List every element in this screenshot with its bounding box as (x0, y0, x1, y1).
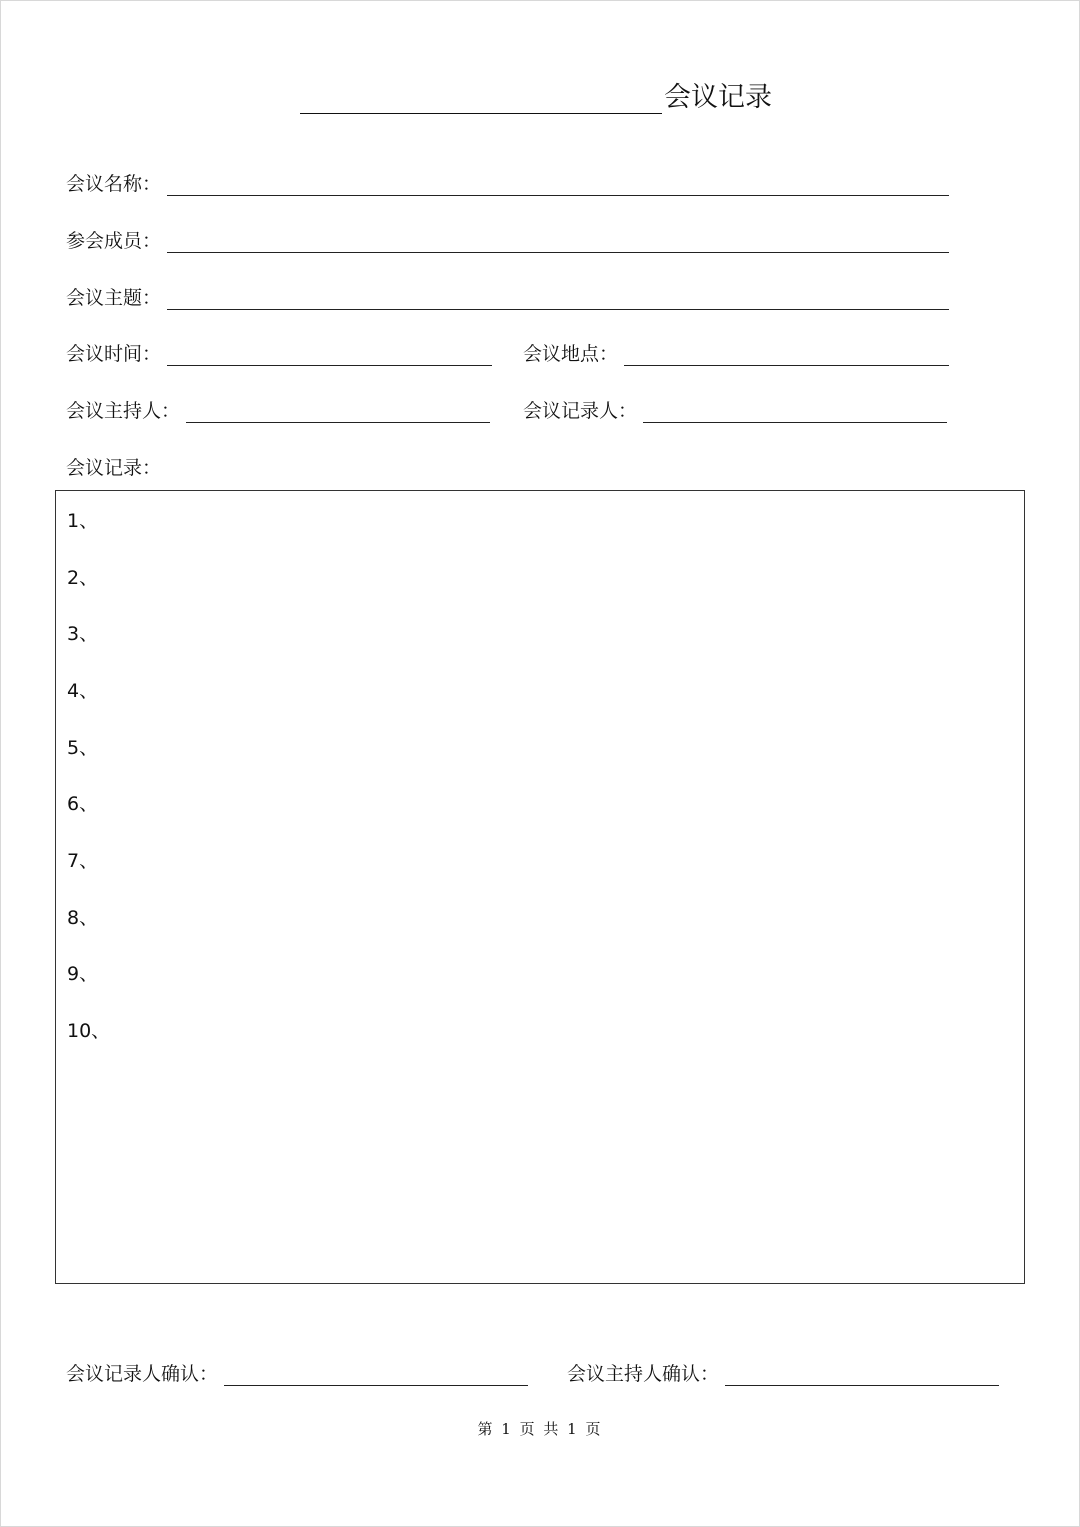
field-attendees (66, 223, 949, 253)
field-record (66, 450, 161, 480)
page-title: 会议记录 (664, 82, 772, 113)
location-label: 会议地点： (523, 343, 619, 365)
title-row (300, 78, 772, 114)
record-item: 4、 (67, 680, 99, 702)
field-time (66, 336, 492, 366)
field-host (66, 393, 490, 423)
attendees-line[interactable] (167, 230, 949, 253)
record-item: 1、 (67, 510, 99, 532)
host-label: 会议主持人： (66, 400, 181, 422)
recorder-confirm-label: 会议记录人确认： (66, 1363, 219, 1385)
record-item: 8、 (67, 907, 99, 929)
host-confirm-line[interactable] (725, 1363, 999, 1386)
location-line[interactable] (624, 343, 949, 366)
field-recorder (523, 393, 947, 423)
host-line[interactable] (186, 400, 490, 423)
topic-label: 会议主题： (66, 287, 162, 309)
record-box[interactable] (55, 490, 1025, 1284)
record-item: 3、 (67, 623, 99, 645)
record-item: 9、 (67, 963, 99, 985)
field-meeting-name (66, 166, 949, 196)
title-blank-line[interactable] (300, 83, 662, 114)
time-label: 会议时间： (66, 343, 162, 365)
attendees-label: 参会成员： (66, 230, 162, 252)
meeting-name-line[interactable] (167, 173, 949, 196)
recorder-line[interactable] (643, 400, 947, 423)
page-number: 第 1 页 共 1 页 (477, 1420, 603, 1438)
topic-line[interactable] (167, 287, 949, 310)
meeting-name-label: 会议名称： (66, 173, 162, 195)
field-location (523, 336, 949, 366)
record-item: 5、 (67, 737, 99, 759)
recorder-confirm-line[interactable] (224, 1363, 528, 1386)
recorder-label: 会议记录人： (523, 400, 638, 422)
field-host-confirm (567, 1356, 999, 1386)
host-confirm-label: 会议主持人确认： (567, 1363, 720, 1385)
record-label: 会议记录： (66, 457, 162, 479)
record-item: 6、 (67, 793, 99, 815)
record-item: 10、 (67, 1020, 111, 1042)
record-item: 7、 (67, 850, 99, 872)
time-line[interactable] (167, 343, 492, 366)
field-topic (66, 280, 949, 310)
record-item: 2、 (67, 567, 99, 589)
field-recorder-confirm (66, 1356, 528, 1386)
